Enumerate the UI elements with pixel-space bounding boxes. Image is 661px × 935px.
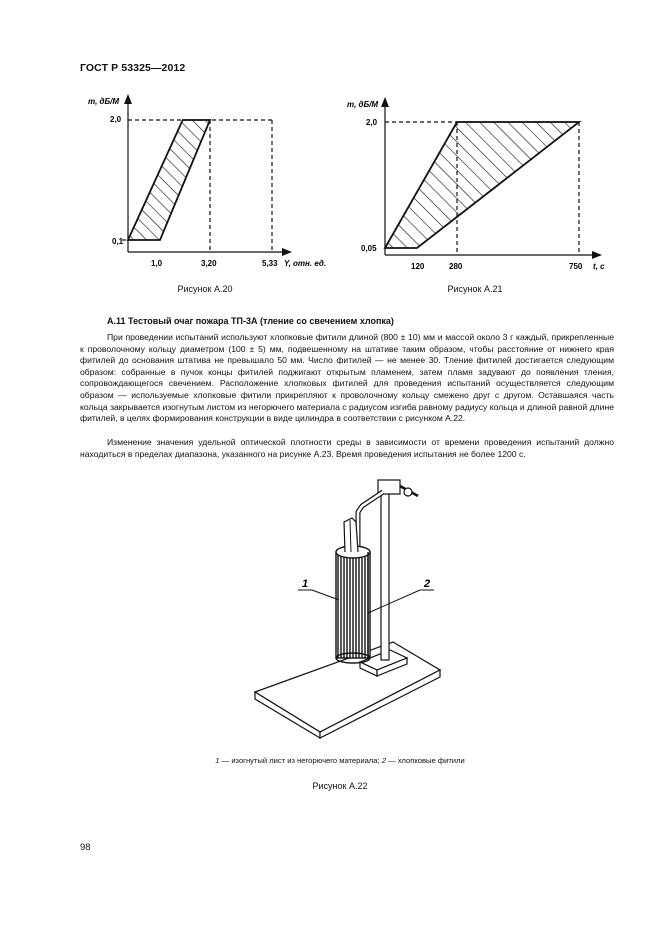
callout-2-leader [368, 590, 420, 613]
legend-2-text: — хлопковые фитили [385, 756, 465, 765]
y-tick-bottom: 0,1 [112, 237, 124, 246]
y-axis-arrow [381, 97, 389, 107]
figure-a22-drawing [250, 470, 450, 745]
x-tick-1: 1,0 [151, 259, 163, 268]
x-label: t, c [593, 262, 605, 271]
x-tick-3: 5,33 [262, 259, 278, 268]
y-label: m, дБ/М [88, 97, 120, 106]
hatched-region [128, 120, 210, 240]
holder-arm-inner [358, 492, 383, 550]
paragraph-2: Изменение значения удельной оптической плотности среды в зависимости от времени проведения испытаний должно находиться в пределах диапазона, указанного на рисунке А.23. Время проведения испытания не более 1200 с. [80, 437, 614, 459]
wick-cylinder [336, 552, 370, 658]
caption-a21: Рисунок А.21 [447, 284, 503, 294]
x-axis-arrow [282, 248, 292, 256]
callout-1: 1 [302, 578, 309, 590]
x-tick-2: 3,20 [201, 259, 217, 268]
caption-a22: Рисунок А.22 [312, 781, 368, 791]
section-title: А.11 Тестовый очаг пожара ТП-3А (тление со свечением хлопка) [107, 316, 394, 326]
paragraph-1: При проведении испытаний используют хлопковые фитили длиной (800 ± 10) мм и массой около 3 г каждый, прикрепленные к проволочному кольцу диаметром (100 ± 5) мм, подвешенному на штативе таким образом, чтобы расстояние от нижнего края фитилей до основания штатива не превышало 50 мм. Число фитилей — не менее 30. Тление фитилей достигается следующим образом: собранные в пучок концы фитилей поджигают открытым пламенем, затем пламя задувают до появления тления, сопровождающегося свечением. Расположение хлопковых фитилей для проведения испытаний осуществляется следующим образом — используемые хлопковые фитили прикрепляют к проволочному кольцу смежено друг с другом. Оставшаяся часть кольца закрывается изогнутым листом из негорючего материала с радиусом изгиба равному радиусу кольца и длиной равной длине фитилей, в целях формирования конструкции в виде цилиндра в соответствии с рисунком А.22. [80, 332, 614, 424]
x-label: Y, отн. ед. [284, 259, 327, 268]
x-axis-arrow [592, 251, 602, 259]
chart-a21 [347, 95, 613, 275]
page-number: 98 [80, 842, 91, 853]
y-label: m, дБ/М [347, 100, 379, 109]
legend-1-text: — изогнутый лист из негорючего материала; [219, 756, 382, 765]
document-header: ГОСТ Р 53325—2012 [80, 62, 186, 74]
legend-2-number: 2 [381, 756, 386, 765]
legend-1-number: 1 [215, 756, 220, 765]
y-tick-top: 2,0 [110, 115, 122, 124]
callout-2: 2 [424, 578, 431, 590]
hatched-region [385, 122, 579, 248]
caption-a20: Рисунок А.20 [177, 284, 233, 294]
figure-legend [80, 756, 600, 765]
chart-a20 [88, 92, 327, 272]
y-axis-arrow [124, 94, 132, 104]
x-tick-2: 280 [449, 262, 463, 271]
x-tick-3: 750 [569, 262, 583, 271]
stand-rod [381, 484, 389, 660]
y-tick-top: 2,0 [366, 118, 378, 127]
callout-1-leader [312, 590, 339, 600]
x-tick-1: 120 [411, 262, 425, 271]
clamp-knob [404, 488, 412, 496]
y-tick-bottom: 0,05 [361, 244, 377, 253]
